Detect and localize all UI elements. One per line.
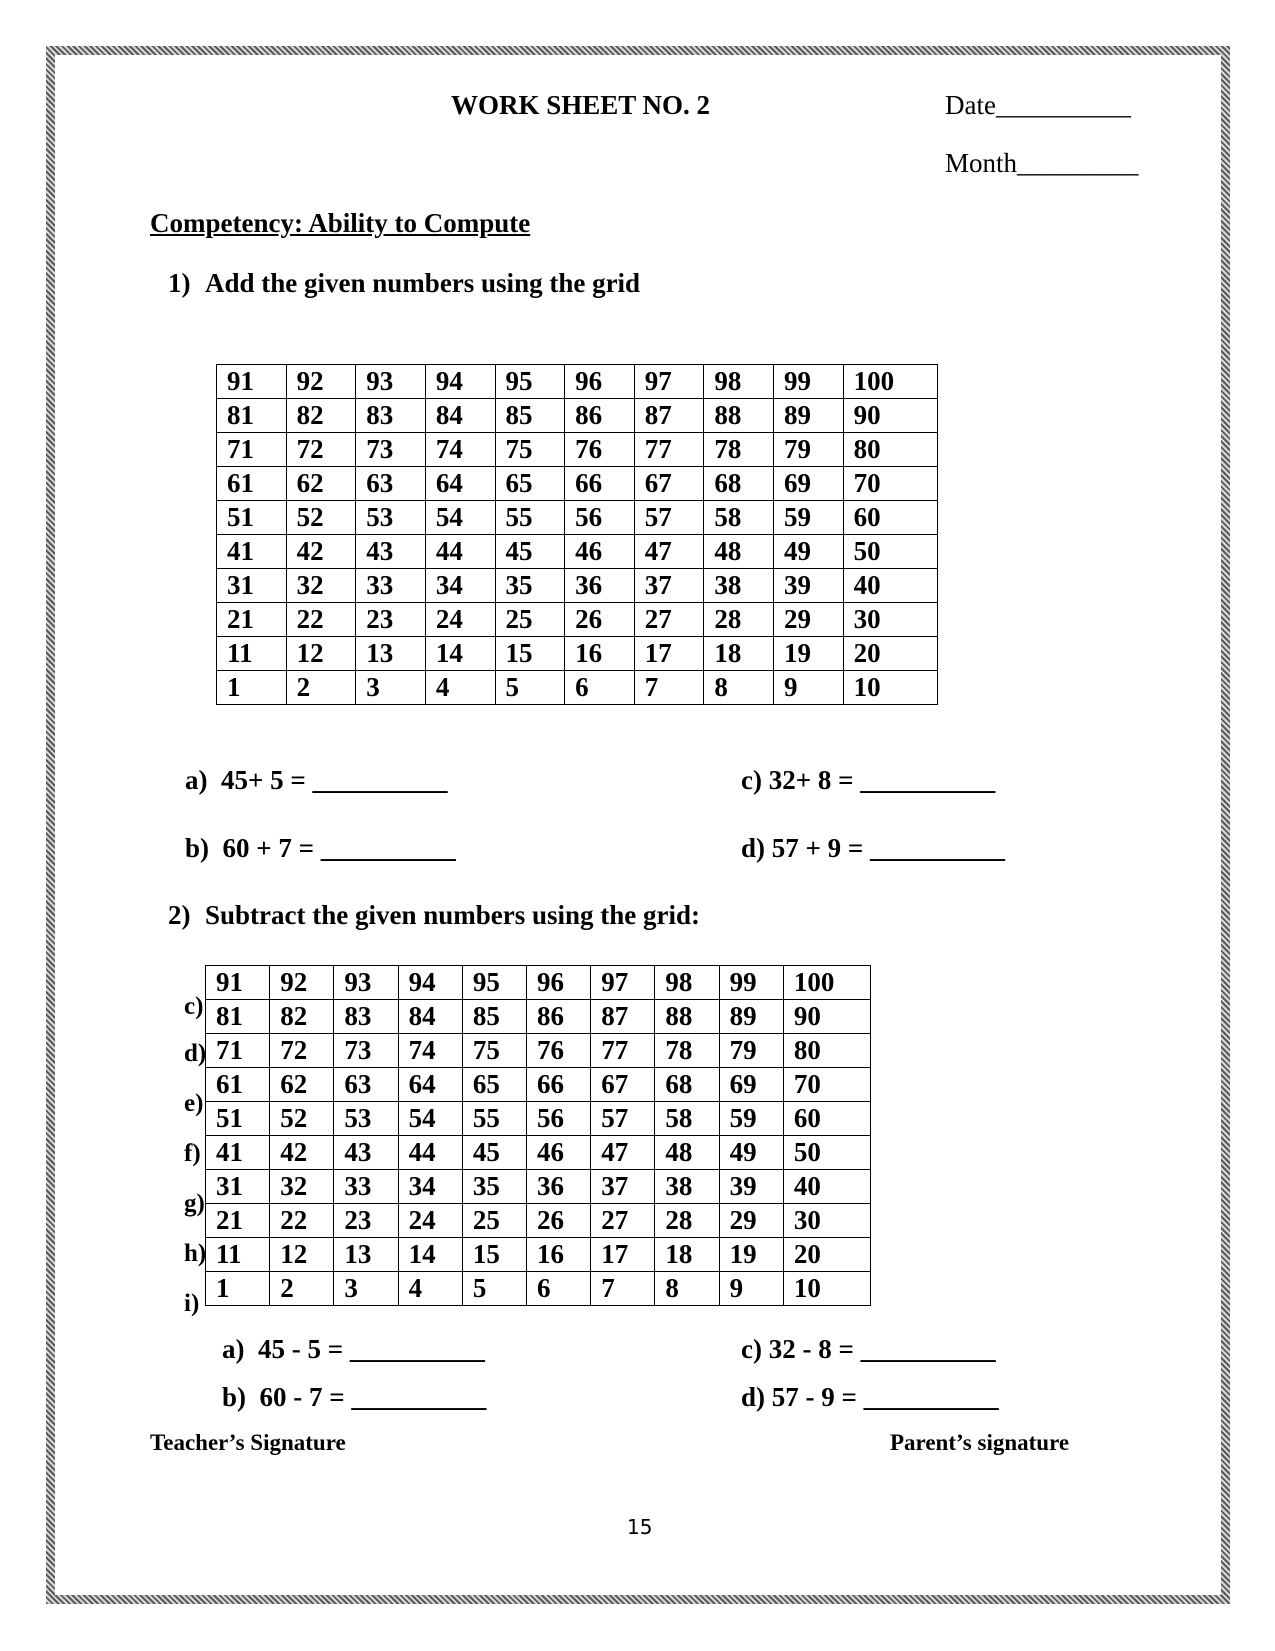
problem-expression: 32 - 8 = __________	[768, 1334, 996, 1364]
grid-cell: 25	[495, 603, 565, 637]
question-1-number: 1)	[168, 268, 191, 298]
grid-cell: 19	[719, 1238, 783, 1272]
grid-row	[206, 1272, 871, 1306]
grid-cell: 91	[217, 365, 287, 399]
grid-cell: 50	[843, 535, 937, 569]
grid-cell: 73	[356, 433, 426, 467]
grid-cell: 61	[217, 467, 287, 501]
grid-cell: 3	[334, 1272, 398, 1306]
grid-cell: 57	[591, 1102, 655, 1136]
grid-cell: 66	[527, 1068, 591, 1102]
grid-cell: 100	[783, 966, 870, 1000]
grid-cell: 51	[217, 501, 287, 535]
problem-expression: 45+ 5 = __________	[221, 765, 448, 795]
grid-cell: 17	[634, 637, 704, 671]
grid-row	[217, 603, 938, 637]
grid-cell: 40	[843, 569, 937, 603]
grid-cell: 30	[783, 1204, 870, 1238]
parent-signature-label: Parent’s signature	[890, 1430, 1070, 1455]
grid-cell: 98	[655, 966, 719, 1000]
grid-cell: 95	[462, 966, 526, 1000]
grid-cell: 98	[704, 365, 774, 399]
grid-cell: 22	[286, 603, 356, 637]
grid-cell: 12	[286, 637, 356, 671]
grid-cell: 99	[719, 966, 783, 1000]
grid-cell: 63	[356, 467, 426, 501]
grid-cell: 2	[270, 1272, 334, 1306]
grid-cell: 74	[398, 1034, 462, 1068]
grid-cell: 94	[425, 365, 495, 399]
grid-cell: 75	[495, 433, 565, 467]
grid-cell: 47	[591, 1136, 655, 1170]
grid-cell: 82	[286, 399, 356, 433]
grid-cell: 79	[719, 1034, 783, 1068]
grid-cell: 10	[783, 1272, 870, 1306]
grid-cell: 44	[425, 535, 495, 569]
grid-cell: 43	[356, 535, 426, 569]
grid-cell: 1	[217, 671, 287, 705]
grid-cell: 25	[462, 1204, 526, 1238]
grid-cell: 23	[356, 603, 426, 637]
side-label-e: e)	[184, 1090, 204, 1117]
side-label-g: g)	[184, 1190, 205, 1217]
grid-cell: 68	[704, 467, 774, 501]
grid-cell: 48	[655, 1136, 719, 1170]
grid-cell: 84	[398, 1000, 462, 1034]
grid-cell: 41	[217, 535, 287, 569]
side-label-d: d)	[184, 1040, 207, 1067]
grid-cell: 54	[425, 501, 495, 535]
grid-cell: 18	[704, 637, 774, 671]
addition-number-grid	[216, 364, 938, 705]
grid-cell: 55	[495, 501, 565, 535]
question-2-text: Subtract the given numbers using the grid:	[205, 900, 701, 930]
grid-cell: 45	[462, 1136, 526, 1170]
grid-cell: 21	[217, 603, 287, 637]
grid-cell: 41	[206, 1136, 270, 1170]
question-1-text: Add the given numbers using the grid	[205, 268, 641, 298]
grid-cell: 87	[634, 399, 704, 433]
grid-row	[217, 535, 938, 569]
grid-cell: 32	[286, 569, 356, 603]
grid-cell: 83	[356, 399, 426, 433]
question-1-heading	[168, 268, 640, 299]
grid-cell: 71	[217, 433, 287, 467]
grid-cell: 67	[634, 467, 704, 501]
grid-cell: 67	[591, 1068, 655, 1102]
grid-cell: 79	[774, 433, 844, 467]
grid-cell: 11	[206, 1238, 270, 1272]
problem-label: c)	[741, 1334, 762, 1364]
grid-cell: 82	[270, 1000, 334, 1034]
grid-cell: 81	[217, 399, 287, 433]
grid-row	[217, 671, 938, 705]
grid-cell: 2	[286, 671, 356, 705]
grid-cell: 88	[704, 399, 774, 433]
grid-cell: 38	[704, 569, 774, 603]
grid-cell: 42	[286, 535, 356, 569]
grid-row	[217, 433, 938, 467]
grid-cell: 56	[527, 1102, 591, 1136]
grid-cell: 9	[719, 1272, 783, 1306]
grid-cell: 19	[774, 637, 844, 671]
problem-label: b)	[222, 1382, 247, 1412]
grid-cell: 36	[527, 1170, 591, 1204]
grid-cell: 45	[495, 535, 565, 569]
grid-cell: 33	[356, 569, 426, 603]
grid-cell: 20	[783, 1238, 870, 1272]
grid-cell: 65	[462, 1068, 526, 1102]
problem-2b	[222, 1382, 486, 1413]
grid-cell: 14	[425, 637, 495, 671]
grid-cell: 73	[334, 1034, 398, 1068]
grid-cell: 53	[356, 501, 426, 535]
grid-row	[206, 1000, 871, 1034]
grid-cell: 64	[425, 467, 495, 501]
problem-expression: 60 + 7 = __________	[222, 833, 456, 863]
grid-cell: 35	[462, 1170, 526, 1204]
subtraction-number-grid	[205, 965, 871, 1306]
problem-expression: 45 - 5 = __________	[258, 1334, 485, 1364]
grid-row	[206, 1238, 871, 1272]
grid-cell: 10	[843, 671, 937, 705]
grid-cell: 34	[398, 1170, 462, 1204]
grid-row	[206, 1034, 871, 1068]
grid-cell: 22	[270, 1204, 334, 1238]
grid-cell: 97	[591, 966, 655, 1000]
side-label-c: c)	[184, 993, 204, 1020]
grid-cell: 18	[655, 1238, 719, 1272]
grid-cell: 93	[334, 966, 398, 1000]
page-number: 15	[627, 1515, 653, 1539]
grid-row	[206, 1136, 871, 1170]
grid-cell: 12	[270, 1238, 334, 1272]
side-label-i: i)	[184, 1290, 200, 1317]
grid-cell: 95	[495, 365, 565, 399]
grid-cell: 24	[425, 603, 495, 637]
grid-cell: 52	[270, 1102, 334, 1136]
grid-cell: 60	[783, 1102, 870, 1136]
grid-cell: 96	[527, 966, 591, 1000]
side-label-h: h)	[184, 1240, 207, 1267]
grid-cell: 74	[425, 433, 495, 467]
problem-expression: 60 - 7 = __________	[259, 1382, 487, 1412]
grid-row	[217, 501, 938, 535]
grid-cell: 17	[591, 1238, 655, 1272]
grid-row	[206, 1170, 871, 1204]
grid-cell: 92	[286, 365, 356, 399]
grid-cell: 61	[206, 1068, 270, 1102]
grid-cell: 62	[270, 1068, 334, 1102]
grid-cell: 7	[591, 1272, 655, 1306]
problem-label: a)	[222, 1334, 245, 1364]
grid-cell: 32	[270, 1170, 334, 1204]
grid-cell: 1	[206, 1272, 270, 1306]
problem-label: b)	[185, 833, 210, 863]
grid-cell: 35	[495, 569, 565, 603]
grid-cell: 86	[527, 1000, 591, 1034]
grid-row	[217, 399, 938, 433]
grid-cell: 46	[527, 1136, 591, 1170]
grid-cell: 75	[462, 1034, 526, 1068]
grid-cell: 60	[843, 501, 937, 535]
grid-cell: 88	[655, 1000, 719, 1034]
problem-2c	[741, 1334, 996, 1365]
grid-cell: 6	[565, 671, 635, 705]
grid-cell: 72	[270, 1034, 334, 1068]
grid-cell: 77	[591, 1034, 655, 1068]
grid-cell: 54	[398, 1102, 462, 1136]
grid-cell: 69	[774, 467, 844, 501]
grid-row	[217, 467, 938, 501]
problem-label: c)	[741, 765, 762, 795]
grid-cell: 53	[334, 1102, 398, 1136]
grid-cell: 89	[719, 1000, 783, 1034]
grid-cell: 57	[634, 501, 704, 535]
grid-cell: 37	[591, 1170, 655, 1204]
grid-cell: 59	[774, 501, 844, 535]
grid-row	[217, 569, 938, 603]
grid-cell: 16	[565, 637, 635, 671]
grid-cell: 97	[634, 365, 704, 399]
grid-cell: 9	[774, 671, 844, 705]
grid-cell: 7	[634, 671, 704, 705]
grid-cell: 52	[286, 501, 356, 535]
grid-cell: 87	[591, 1000, 655, 1034]
grid-cell: 31	[217, 569, 287, 603]
grid-cell: 89	[774, 399, 844, 433]
grid-cell: 66	[565, 467, 635, 501]
grid-cell: 13	[334, 1238, 398, 1272]
problem-1b	[185, 833, 456, 864]
grid-cell: 55	[462, 1102, 526, 1136]
problem-1c	[741, 765, 995, 796]
question-2-number: 2)	[168, 900, 191, 930]
grid-cell: 90	[783, 1000, 870, 1034]
grid-cell: 63	[334, 1068, 398, 1102]
grid-cell: 91	[206, 966, 270, 1000]
problem-label: a)	[185, 765, 208, 795]
problem-expression: 32+ 8 = __________	[768, 765, 996, 795]
competency-heading: Competency: Ability to Compute	[150, 208, 531, 238]
grid-cell: 85	[462, 1000, 526, 1034]
grid-cell: 20	[843, 637, 937, 671]
grid-row	[206, 1102, 871, 1136]
grid-cell: 11	[217, 637, 287, 671]
grid-cell: 48	[704, 535, 774, 569]
grid-cell: 78	[704, 433, 774, 467]
grid-cell: 39	[719, 1170, 783, 1204]
grid-cell: 23	[334, 1204, 398, 1238]
grid-cell: 29	[719, 1204, 783, 1238]
grid-cell: 26	[527, 1204, 591, 1238]
grid-cell: 65	[495, 467, 565, 501]
grid-cell: 85	[495, 399, 565, 433]
grid-cell: 30	[843, 603, 937, 637]
grid-cell: 24	[398, 1204, 462, 1238]
worksheet-title: WORK SHEET NO. 2	[451, 90, 711, 120]
grid-cell: 70	[843, 467, 937, 501]
grid-cell: 58	[655, 1102, 719, 1136]
grid-cell: 99	[774, 365, 844, 399]
grid-cell: 15	[495, 637, 565, 671]
grid-cell: 76	[527, 1034, 591, 1068]
grid-cell: 5	[495, 671, 565, 705]
grid-cell: 8	[704, 671, 774, 705]
grid-cell: 56	[565, 501, 635, 535]
grid-cell: 49	[774, 535, 844, 569]
grid-cell: 36	[565, 569, 635, 603]
grid-cell: 26	[565, 603, 635, 637]
grid-cell: 37	[634, 569, 704, 603]
teacher-signature-label: Teacher’s Signature	[150, 1430, 346, 1455]
grid-cell: 84	[425, 399, 495, 433]
grid-cell: 100	[843, 365, 937, 399]
grid-cell: 29	[774, 603, 844, 637]
grid-cell: 40	[783, 1170, 870, 1204]
grid-cell: 80	[783, 1034, 870, 1068]
grid-cell: 21	[206, 1204, 270, 1238]
problem-2a	[222, 1334, 485, 1365]
grid-cell: 81	[206, 1000, 270, 1034]
grid-row	[206, 1068, 871, 1102]
grid-cell: 39	[774, 569, 844, 603]
grid-cell: 44	[398, 1136, 462, 1170]
grid-cell: 59	[719, 1102, 783, 1136]
grid-cell: 71	[206, 1034, 270, 1068]
grid-cell: 78	[655, 1034, 719, 1068]
grid-row	[217, 637, 938, 671]
grid-cell: 62	[286, 467, 356, 501]
grid-cell: 46	[565, 535, 635, 569]
grid-cell: 16	[527, 1238, 591, 1272]
grid-cell: 86	[565, 399, 635, 433]
grid-cell: 77	[634, 433, 704, 467]
grid-row	[217, 365, 938, 399]
problem-expression: 57 + 9 = __________	[771, 833, 1006, 863]
grid-cell: 93	[356, 365, 426, 399]
problem-1a	[185, 765, 448, 796]
problem-expression: 57 - 9 = __________	[771, 1382, 999, 1412]
grid-cell: 33	[334, 1170, 398, 1204]
grid-cell: 43	[334, 1136, 398, 1170]
grid-cell: 49	[719, 1136, 783, 1170]
grid-cell: 4	[425, 671, 495, 705]
date-field: Date__________	[945, 90, 1131, 120]
grid-cell: 92	[270, 966, 334, 1000]
grid-cell: 51	[206, 1102, 270, 1136]
grid-cell: 68	[655, 1068, 719, 1102]
grid-cell: 28	[704, 603, 774, 637]
grid-cell: 3	[356, 671, 426, 705]
grid-cell: 34	[425, 569, 495, 603]
month-field: Month_________	[945, 148, 1139, 178]
problem-label: d)	[741, 1382, 766, 1412]
grid-cell: 13	[356, 637, 426, 671]
side-label-f: f)	[184, 1140, 201, 1167]
grid-cell: 69	[719, 1068, 783, 1102]
grid-cell: 83	[334, 1000, 398, 1034]
grid-cell: 64	[398, 1068, 462, 1102]
grid-cell: 47	[634, 535, 704, 569]
grid-cell: 96	[565, 365, 635, 399]
grid-cell: 58	[704, 501, 774, 535]
grid-cell: 14	[398, 1238, 462, 1272]
problem-2d	[741, 1382, 999, 1413]
grid-cell: 4	[398, 1272, 462, 1306]
grid-cell: 76	[565, 433, 635, 467]
grid-cell: 80	[843, 433, 937, 467]
grid-cell: 94	[398, 966, 462, 1000]
grid-cell: 72	[286, 433, 356, 467]
grid-cell: 27	[591, 1204, 655, 1238]
grid-cell: 70	[783, 1068, 870, 1102]
grid-cell: 5	[462, 1272, 526, 1306]
grid-cell: 42	[270, 1136, 334, 1170]
grid-cell: 38	[655, 1170, 719, 1204]
grid-cell: 31	[206, 1170, 270, 1204]
grid-cell: 90	[843, 399, 937, 433]
grid-cell: 15	[462, 1238, 526, 1272]
grid-cell: 27	[634, 603, 704, 637]
problem-label: d)	[741, 833, 766, 863]
grid-cell: 8	[655, 1272, 719, 1306]
problem-1d	[741, 833, 1005, 864]
question-2-heading	[168, 900, 700, 931]
grid-row	[206, 966, 871, 1000]
grid-cell: 6	[527, 1272, 591, 1306]
grid-row	[206, 1204, 871, 1238]
grid-cell: 28	[655, 1204, 719, 1238]
grid-cell: 50	[783, 1136, 870, 1170]
